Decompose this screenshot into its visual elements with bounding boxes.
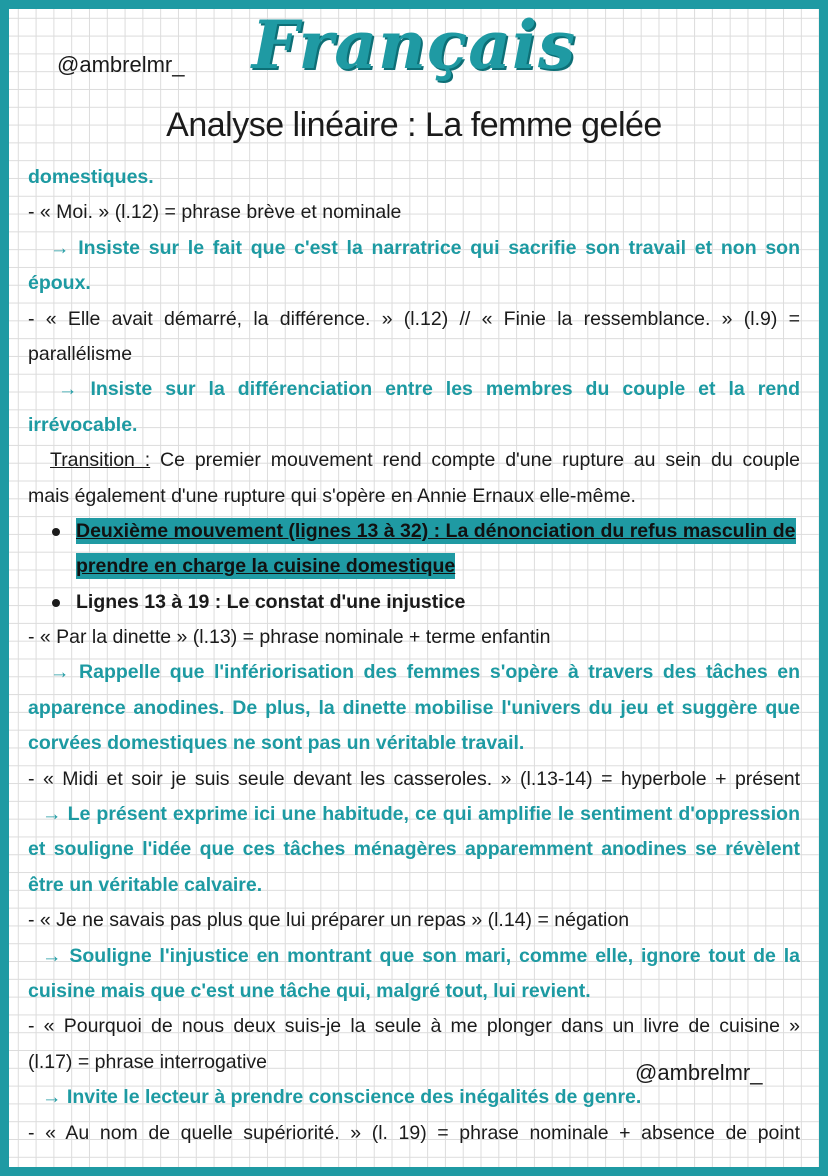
note-line: - « Au nom de quelle supériorité. » (l. 19) = phrase nominale + absence de point (28, 1121, 800, 1144)
highlighted-heading: Deuxième mouvement (lignes 13 à 32) : La dénonciation du refus masculin de (76, 519, 796, 542)
note-line (28, 443, 800, 478)
arrow-right-icon: → (58, 378, 78, 401)
author-handle-bottom: @ambrelmr_ (635, 1060, 763, 1085)
note-line: - « Par la dinette » (l.13) = phrase nominale + terme enfantin (28, 626, 551, 649)
note-text: Ce premier mouvement rend compte d'une rupture au sein du couple (150, 449, 800, 472)
note-line: - « Midi et soir je suis seule devant les casseroles. » (l.13-14) = hyperbole + présent (28, 767, 800, 790)
note-line (28, 797, 800, 832)
note-line: - « Moi. » (l.12) = phrase brève et nominale (28, 201, 402, 224)
note-line: - « Je ne savais pas plus que lui préparer un repas » (l.14) = négation (28, 909, 630, 932)
note-text: Souligne l'injustice en montrant que son mari, comme elle, ignore tout de la (69, 944, 800, 967)
note-text: Insiste sur la différenciation entre les membres du couple et la rend (90, 378, 800, 401)
transition-label: Transition : (50, 449, 151, 472)
note-line: cuisine mais que c'est une tâche qui, malgré tout, lui revient. (28, 979, 591, 1002)
analysis-notes (28, 160, 800, 1151)
page-title: Français (251, 6, 577, 84)
note-line: parallélisme (28, 342, 133, 365)
note-line: corvées domestiques ne sont pas un véritable travail. (28, 732, 525, 755)
arrow-right-icon: → (42, 944, 62, 967)
note-text: Le présent exprime ici une habitude, ce qui amplifie le sentiment d'oppression (67, 803, 800, 826)
note-line: apparence anodines. De plus, la dinette mobilise l'univers du jeu et suggère que (28, 696, 800, 719)
note-line (28, 372, 800, 407)
highlighted-heading: prendre en charge la cuisine domestique (76, 555, 456, 578)
bullet-icon (52, 599, 60, 607)
section-heading-cont (28, 549, 800, 584)
page-subtitle: Analyse linéaire : La femme gelée (166, 106, 662, 144)
note-line: mais également d'une rupture qui s'opère en Annie Ernaux elle-même. (28, 484, 636, 507)
note-line (28, 655, 800, 690)
note-text: Invite le lecteur à prendre conscience des inégalités de genre. (66, 1086, 642, 1109)
note-text: Rappelle que l'infériorisation des femmes s'opère à travers des tâches en (79, 661, 800, 684)
note-line (28, 231, 800, 266)
arrow-right-icon: → (42, 803, 62, 826)
note-line: irrévocable. (28, 413, 138, 436)
arrow-right-icon: → (42, 1086, 62, 1109)
section-heading (28, 514, 800, 549)
note-line: et souligne l'idée que ces tâches ménagères apparemment anodines se révèlent (28, 838, 800, 861)
note-text: Insiste sur le fait que c'est la narratrice qui sacrifie son travail et non son (78, 236, 800, 259)
subsection-title: Lignes 13 à 19 : Le constat d'une injustice (76, 590, 466, 613)
note-line: domestiques. (28, 166, 154, 188)
subsection-heading (28, 585, 800, 620)
author-handle: @ambrelmr_ (57, 52, 185, 77)
note-line: - « Pourquoi de nous deux suis-je la seule à me plonger dans un livre de cuisine » (28, 1015, 800, 1038)
note-line: être un véritable calvaire. (28, 873, 263, 896)
note-line (28, 939, 800, 974)
note-line: (l.17) = phrase interrogative (28, 1050, 267, 1073)
page-header (0, 0, 828, 165)
note-line: - « Elle avait démarré, la différence. » (l.12) // « Finie la ressemblance. » (l.9) = (28, 307, 800, 330)
note-line: époux. (28, 272, 91, 295)
bullet-icon (52, 528, 60, 536)
arrow-right-icon: → (50, 236, 70, 259)
arrow-right-icon: → (50, 661, 70, 684)
